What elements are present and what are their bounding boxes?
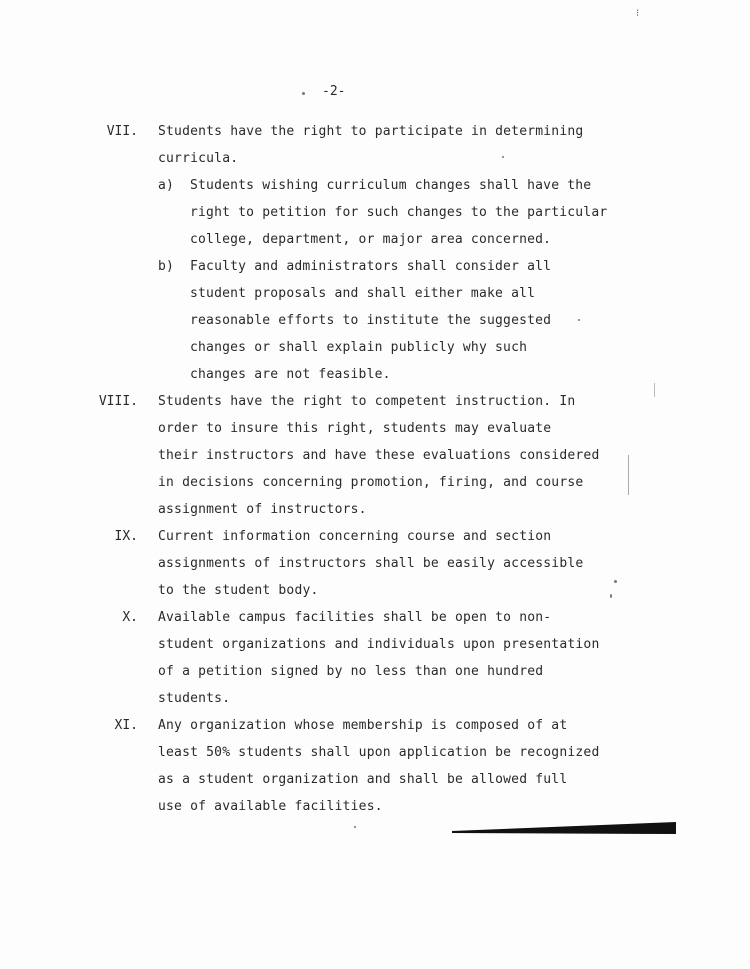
text-line: Faculty and administrators shall consider all (190, 259, 552, 274)
text-line: Students wishing curriculum changes shall have the (190, 178, 592, 193)
text-line: changes or shall explain publicly why such (190, 340, 528, 355)
page-number: -2- (322, 84, 346, 99)
corner-mark-icon: ⁝ (636, 8, 640, 19)
text-line: to the student body. (158, 583, 319, 598)
section-numeral: XI. (114, 718, 138, 733)
scan-speck (578, 319, 580, 321)
scan-speck (610, 594, 612, 598)
text-line: assignments of instructors shall be easily accessible (158, 556, 584, 571)
text-line: curricula. (158, 151, 239, 166)
text-line: Students have the right to participate in determining (158, 124, 584, 139)
section-numeral: X. (122, 610, 138, 625)
subitem-marker: b) (158, 259, 175, 274)
text-line: Available campus facilities shall be open to non- (158, 610, 552, 625)
closing-rule (452, 822, 676, 834)
text-line: right to petition for such changes to the particular (190, 205, 608, 220)
text-line: use of available facilities. (158, 799, 383, 814)
scan-speck (614, 580, 617, 583)
text-line: order to insure this right, students may evaluate (158, 421, 552, 436)
text-line: reasonable efforts to institute the suggested (190, 313, 552, 328)
scan-speck (628, 455, 629, 495)
scan-speck (654, 383, 655, 397)
section-numeral: IX. (114, 529, 138, 544)
subitem-marker: a) (158, 178, 175, 193)
text-line: student organizations and individuals upon presentation (158, 637, 600, 652)
scan-speck (354, 826, 356, 828)
text-line: assignment of instructors. (158, 502, 367, 517)
text-line: least 50% students shall upon application be recognized (158, 745, 600, 760)
text-line: changes are not feasible. (190, 367, 391, 382)
text-line: college, department, or major area concerned. (190, 232, 552, 247)
section-numeral: VIII. (98, 394, 138, 409)
scan-speck (302, 92, 305, 95)
text-line: Students have the right to competent instruction. In (158, 394, 576, 409)
text-line: in decisions concerning promotion, firing, and course (158, 475, 584, 490)
text-line: Any organization whose membership is composed of at (158, 718, 568, 733)
text-line: their instructors and have these evaluations considered (158, 448, 600, 463)
text-line: student proposals and shall either make all (190, 286, 536, 301)
text-line: as a student organization and shall be allowed full (158, 772, 568, 787)
scan-speck (502, 156, 504, 158)
text-line: students. (158, 691, 231, 706)
section-numeral: VII. (106, 124, 138, 139)
text-line: of a petition signed by no less than one hundred (158, 664, 544, 679)
text-line: Current information concerning course and section (158, 529, 552, 544)
